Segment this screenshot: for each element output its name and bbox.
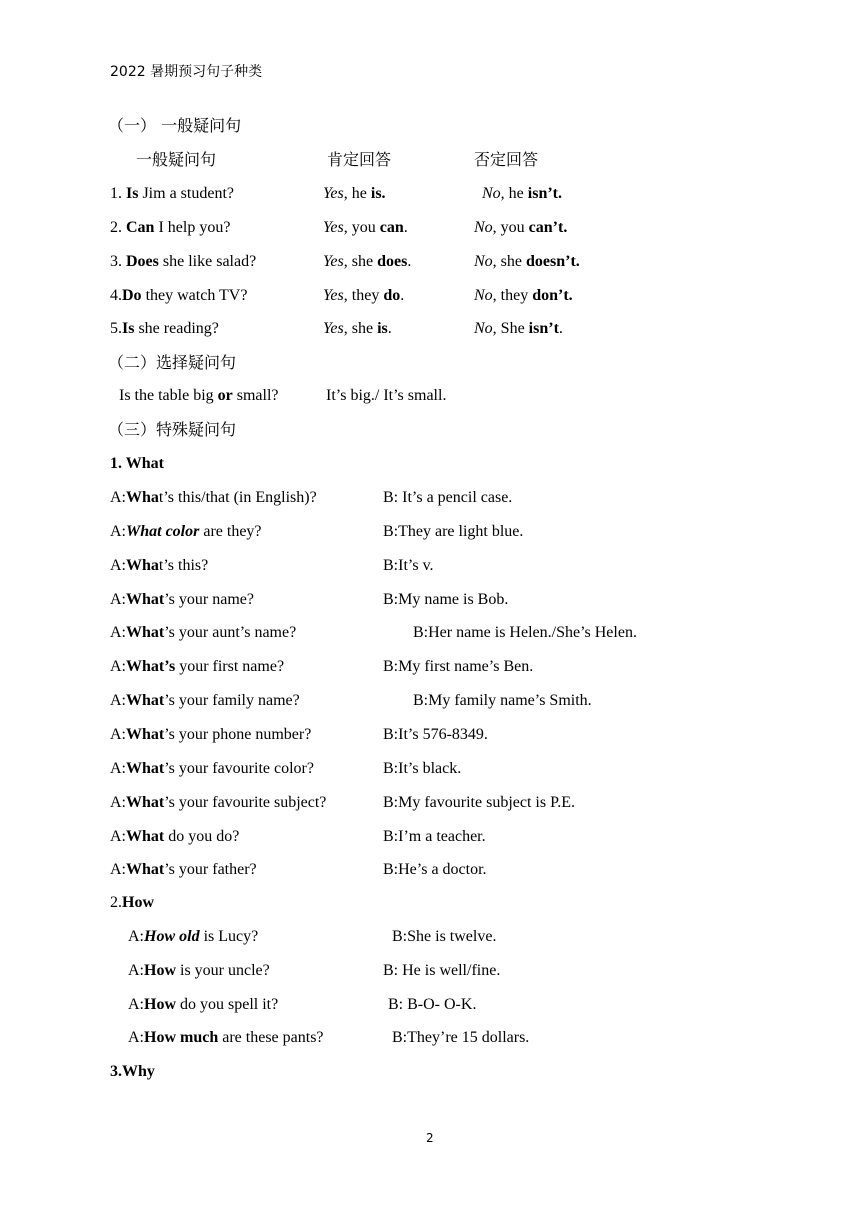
choice-question: Is the table big or small? — [119, 387, 279, 404]
what-answer: B:They are light blue. — [383, 522, 524, 540]
what-question: A:What’s your family name? — [110, 692, 300, 710]
col-header-question: 一般疑问句 — [136, 150, 217, 169]
what-answer: B:My favourite subject is P.E. — [383, 793, 575, 811]
what-question: A:What’s this/that (in English)? — [110, 489, 317, 506]
how-question: A:How much are these pants? — [128, 1029, 324, 1047]
section-yes-no-title: （一） 一般疑问句 — [108, 116, 242, 135]
positive-answer: Yes, he is. — [323, 185, 386, 202]
what-answer: B:My first name’s Ben. — [383, 658, 534, 676]
positive-answer: Yes, you can. — [323, 219, 408, 236]
how-question: A:How old is Lucy? — [128, 928, 259, 945]
how-answer: B: B-O- O-K. — [388, 995, 477, 1013]
yes-no-question: 4.Do they watch TV? — [110, 287, 248, 304]
negative-answer: No, she doesn’t. — [474, 253, 580, 270]
what-answer: B:It’s black. — [383, 759, 462, 777]
what-question: A:What’s your aunt’s name? — [110, 624, 297, 642]
section-choice-title: （二）选择疑问句 — [108, 353, 237, 372]
what-answer: B:It’s 576-8349. — [383, 725, 488, 743]
positive-answer: Yes, they do. — [323, 287, 405, 304]
col-header-positive: 肯定回答 — [327, 150, 392, 169]
page-number: 2 — [426, 1131, 434, 1145]
how-heading: 2.How — [110, 894, 154, 911]
what-question: A:What’s your phone number? — [110, 725, 312, 743]
what-question: A:What’s your father? — [110, 861, 257, 879]
yes-no-question: 3. Does she like salad? — [110, 253, 257, 270]
yes-no-question: 5.Is she reading? — [110, 320, 219, 337]
what-answer: B:Her name is Helen./She’s Helen. — [413, 624, 637, 642]
what-question: A:What’s your favourite color? — [110, 759, 314, 777]
what-question: A:What’s your name? — [110, 590, 254, 608]
negative-answer: No, he isn’t. — [482, 185, 563, 202]
why-heading: 3.Why — [110, 1063, 155, 1080]
what-question: A:What color are they? — [110, 522, 262, 540]
what-question: A:What’s this? — [110, 556, 209, 574]
how-question: A:How do you spell it? — [128, 995, 279, 1013]
what-answer: B:It’s v. — [383, 556, 434, 574]
section-wh-title: （三）特殊疑问句 — [108, 420, 237, 439]
negative-answer: No, they don’t. — [474, 287, 573, 304]
what-question: A:What do you do? — [110, 827, 240, 845]
col-header-negative: 否定回答 — [474, 150, 539, 169]
what-answer: B: It’s a pencil case. — [383, 489, 513, 506]
what-answer: B:I’m a teacher. — [383, 827, 486, 845]
how-answer: B: He is well/fine. — [383, 961, 501, 979]
positive-answer: Yes, she does. — [323, 253, 412, 270]
how-answer: B:She is twelve. — [392, 928, 497, 945]
what-answer: B:He’s a doctor. — [383, 861, 487, 879]
how-question: A:How is your uncle? — [128, 961, 270, 979]
page-header: 2022 暑期预习句子种类 — [110, 64, 263, 80]
how-answer: B:They’re 15 dollars. — [392, 1029, 530, 1047]
negative-answer: No, you can’t. — [474, 219, 568, 236]
choice-answer: It’s big./ It’s small. — [326, 387, 447, 404]
yes-no-question: 2. Can I help you? — [110, 219, 231, 236]
what-heading: 1. What — [110, 455, 164, 472]
what-question: A:What’s your favourite subject? — [110, 793, 327, 811]
positive-answer: Yes, she is. — [323, 320, 392, 337]
what-question: A:What’s your first name? — [110, 658, 285, 676]
what-answer: B:My name is Bob. — [383, 590, 509, 608]
yes-no-question: 1. Is Jim a student? — [110, 185, 234, 202]
negative-answer: No, She isn’t. — [474, 320, 563, 337]
what-answer: B:My family name’s Smith. — [413, 692, 592, 710]
